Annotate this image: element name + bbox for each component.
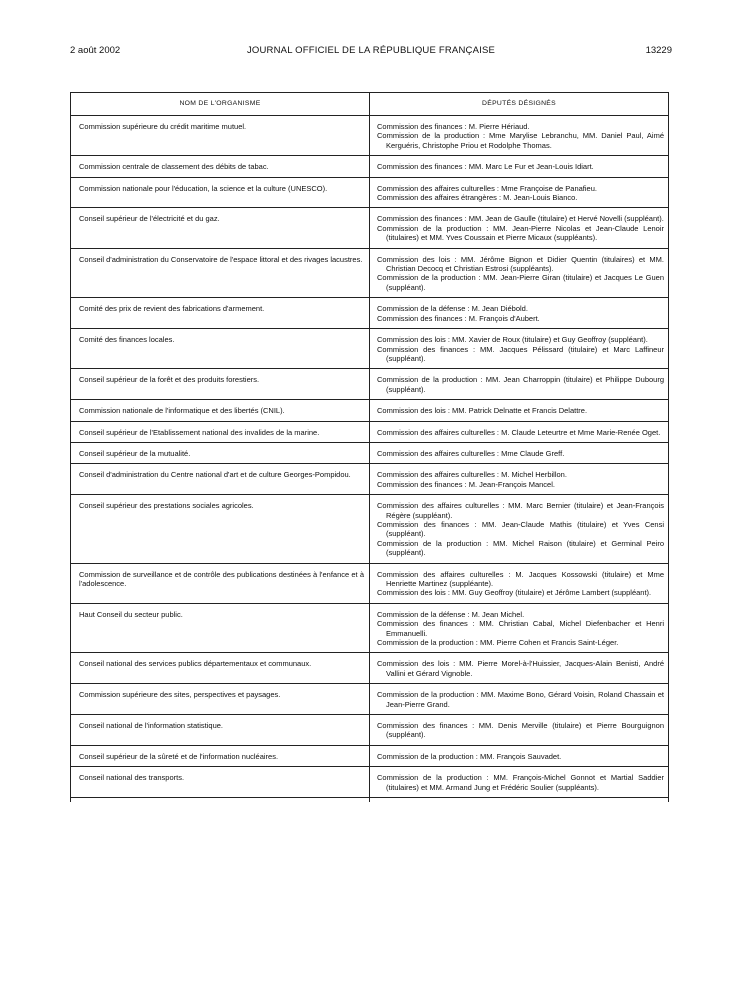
organism-name: Haut Conseil du secteur public. xyxy=(71,603,370,653)
organism-name: Conseil supérieur des prestations sociales agricoles. xyxy=(71,495,370,563)
table-row xyxy=(71,684,669,715)
deputies-cell xyxy=(370,603,669,653)
deputies-line: Commission de la production : MM. Jean-Pierre Giran (titulaire) et Jacques Le Guen (suppléant). xyxy=(377,273,664,292)
deputies-line: Commission des finances : M. Pierre Hériaud. xyxy=(377,122,530,131)
deputies-line: Commission de la défense : M. Jean Michel. xyxy=(377,609,525,619)
deputies-cell xyxy=(370,495,669,563)
organism-name: Comité des prix de revient des fabrications d'armement. xyxy=(71,298,370,329)
deputies-line: Commission de la défense : M. Jean Diébold. xyxy=(377,304,528,314)
deputies-cell xyxy=(370,715,669,746)
deputies-cell xyxy=(370,563,669,603)
table-row xyxy=(71,603,669,653)
deputies-line: Commission des finances : MM. Jacques Pélissard (titulaire) et Marc Laffineur (suppléant). xyxy=(377,344,664,363)
deputies-cell xyxy=(370,208,669,248)
deputies-cell xyxy=(370,156,669,177)
deputies-line: Commission des lois : MM. Guy Geoffroy (titulaire) et Jérôme Lambert (suppléant). xyxy=(377,588,652,598)
organism-name: Conseil supérieur de la mutualité. xyxy=(71,442,370,463)
organism-name: Commission supérieure du crédit maritime mutuel. xyxy=(71,116,370,156)
deputies-line: Commission des affaires culturelles : Mme Françoise de Panafieu. xyxy=(377,183,597,193)
deputies-cell xyxy=(370,116,669,156)
organism-name: Conseil national des transports. xyxy=(71,767,370,798)
continuation-cell xyxy=(370,798,669,803)
page-number: 13229 xyxy=(645,45,672,56)
deputies-line: Commission des lois : MM. Pierre Morel-à-l'Huissier, Jacques-Alain Benisti, André Vallini et Gérard Vignoble. xyxy=(377,659,664,678)
deputies-line: Commission de la production : MM. Jean-Pierre Nicolas et Jean-Claude Lenoir (titulaires) et MM. Yves Coussain et Pierre Micaux (suppléants). xyxy=(377,223,664,243)
organism-name: Conseil d'administration du Centre national d'art et de culture Georges-Pompidou. xyxy=(71,464,370,495)
organism-name: Commission nationale pour l'éducation, la science et la culture (UNESCO). xyxy=(71,177,370,208)
organism-name: Conseil supérieur de la sûreté et de l'information nucléaires. xyxy=(71,745,370,766)
deputies-line: Commission de la production : MM. Pierre Cohen et Francis Saint-Léger. xyxy=(377,638,619,648)
deputies-line: Commission des affaires culturelles : MM. Marc Bernier (titulaire) et Jean-François Régère (suppléant). xyxy=(377,501,664,520)
table-row xyxy=(71,653,669,684)
table-row xyxy=(71,464,669,495)
deputies-line: Commission des lois : MM. Jérôme Bignon et Didier Quentin (titulaires) et MM. Christian Decocq et Christian Estrosi (suppléants). xyxy=(377,254,664,274)
deputies-line: Commission des finances : M. François d'Aubert. xyxy=(377,313,540,323)
table-header-row xyxy=(71,93,669,116)
deputies-cell xyxy=(370,421,669,442)
table-continuation xyxy=(71,798,669,803)
deputies-line: Commission des finances : MM. Christian Cabal, Michel Diefenbacher et Henri Emmanuelli. xyxy=(377,619,664,638)
deputies-cell xyxy=(370,653,669,684)
column-header-organism: NOM DE L'ORGANISME xyxy=(71,93,370,116)
table-row xyxy=(71,421,669,442)
appointments-table xyxy=(70,92,669,802)
table-row xyxy=(71,400,669,421)
organism-name: Conseil supérieur de l'Etablissement national des invalides de la marine. xyxy=(71,421,370,442)
deputies-line: Commission de la production : MM. Michel Raison (titulaire) et Germinal Peiro (suppléant). xyxy=(377,538,664,558)
organism-name: Commission supérieure des sites, perspectives et paysages. xyxy=(71,684,370,715)
deputies-line: Commission des finances : MM. Jean-Claude Mathis (titulaire) et Yves Censi (suppléant). xyxy=(377,519,664,539)
table-row xyxy=(71,208,669,248)
deputies-cell xyxy=(370,442,669,463)
deputies-cell xyxy=(370,329,669,369)
table-row xyxy=(71,116,669,156)
deputies-line: Commission des affaires étrangères : M. Jean-Louis Bianco. xyxy=(377,193,578,203)
table-row xyxy=(71,298,669,329)
deputies-line: Commission des finances : MM. Marc Le Fur et Jean-Louis Idiart. xyxy=(377,162,594,172)
deputies-cell xyxy=(370,400,669,421)
deputies-cell xyxy=(370,767,669,798)
organism-name: Commission centrale de classement des débits de tabac. xyxy=(71,156,370,177)
deputies-line: Commission de la production : Mme Marylise Lebranchu, MM. Daniel Paul, Aimé Kerguéris, Christophe Priou et Rodolphe Thomas. xyxy=(377,131,664,150)
page-header xyxy=(70,44,672,58)
deputies-line: Commission des lois : MM. Patrick Delnatte et Francis Delattre. xyxy=(377,406,588,416)
deputies-line: Commission des finances : MM. Jean de Gaulle (titulaire) et Hervé Novelli (suppléant). xyxy=(377,214,664,224)
table-row xyxy=(71,442,669,463)
deputies-cell xyxy=(370,745,669,766)
deputies-line: Commission des affaires culturelles : M. Jacques Kossowski (titulaire) et Mme Henriette Martinez (suppléante). xyxy=(377,569,664,588)
deputies-line: Commission de la production : MM. Maxime Bono, Gérard Voisin, Roland Chassain et Jean-Pierre Grand. xyxy=(377,690,664,709)
deputies-line: Commission des finances : MM. Denis Merville (titulaire) et Pierre Bourguignon (suppléant). xyxy=(377,721,664,740)
continuation-cell xyxy=(71,798,370,803)
organism-name: Conseil national des services publics départementaux et communaux. xyxy=(71,653,370,684)
table-row xyxy=(71,767,669,798)
deputies-line: Commission de la production : MM. François-Michel Gonnot et Martial Saddier (titulaires) et MM. Armand Jung et Frédéric Soulier (suppléants). xyxy=(377,773,664,792)
table-row xyxy=(71,329,669,369)
deputies-line: Commission des affaires culturelles : Mme Claude Greff. xyxy=(377,448,565,458)
table-body xyxy=(71,116,669,803)
organism-name: Commission nationale de l'informatique et des libertés (CNIL). xyxy=(71,400,370,421)
deputies-line: Commission des affaires culturelles : M. Michel Herbillon. xyxy=(377,470,567,480)
deputies-cell xyxy=(370,684,669,715)
deputies-cell xyxy=(370,464,669,495)
table-row xyxy=(71,563,669,603)
deputies-line: Commission des lois : MM. Xavier de Roux (titulaire) et Guy Geoffroy (suppléant). xyxy=(377,335,648,345)
deputies-cell xyxy=(370,177,669,208)
organism-name: Commission de surveillance et de contrôle des publications destinées à l'enfance et à l'adolescence. xyxy=(71,563,370,603)
organism-name: Conseil national de l'information statistique. xyxy=(71,715,370,746)
deputies-line: Commission des affaires culturelles : M. Claude Leteurtre et Mme Marie-Renée Oget. xyxy=(377,427,661,437)
deputies-cell xyxy=(370,298,669,329)
table-row xyxy=(71,248,669,298)
table-row xyxy=(71,369,669,400)
table-row xyxy=(71,745,669,766)
journal-title: JOURNAL OFFICIEL DE LA RÉPUBLIQUE FRANÇAISE xyxy=(246,45,496,56)
deputies-line: Commission des finances : M. Jean-François Mancel. xyxy=(377,479,555,489)
organism-name: Conseil d'administration du Conservatoire de l'espace littoral et des rivages lacustres. xyxy=(71,248,370,298)
header-date: 2 août 2002 xyxy=(70,45,121,56)
table-row xyxy=(71,715,669,746)
table-row xyxy=(71,177,669,208)
deputies-line: Commission de la production : MM. François Sauvadet. xyxy=(377,751,562,761)
table-row xyxy=(71,156,669,177)
deputies-line: Commission de la production : MM. Jean Charroppin (titulaire) et Philippe Dubourg (suppléant). xyxy=(377,375,664,394)
deputies-cell xyxy=(370,369,669,400)
organism-name: Conseil supérieur de l'électricité et du gaz. xyxy=(71,208,370,248)
deputies-cell xyxy=(370,248,669,298)
table-row xyxy=(71,495,669,563)
column-header-deputies: DÉPUTÉS DÉSIGNÉS xyxy=(370,93,669,116)
organism-name: Comité des finances locales. xyxy=(71,329,370,369)
organism-name: Conseil supérieur de la forêt et des produits forestiers. xyxy=(71,369,370,400)
